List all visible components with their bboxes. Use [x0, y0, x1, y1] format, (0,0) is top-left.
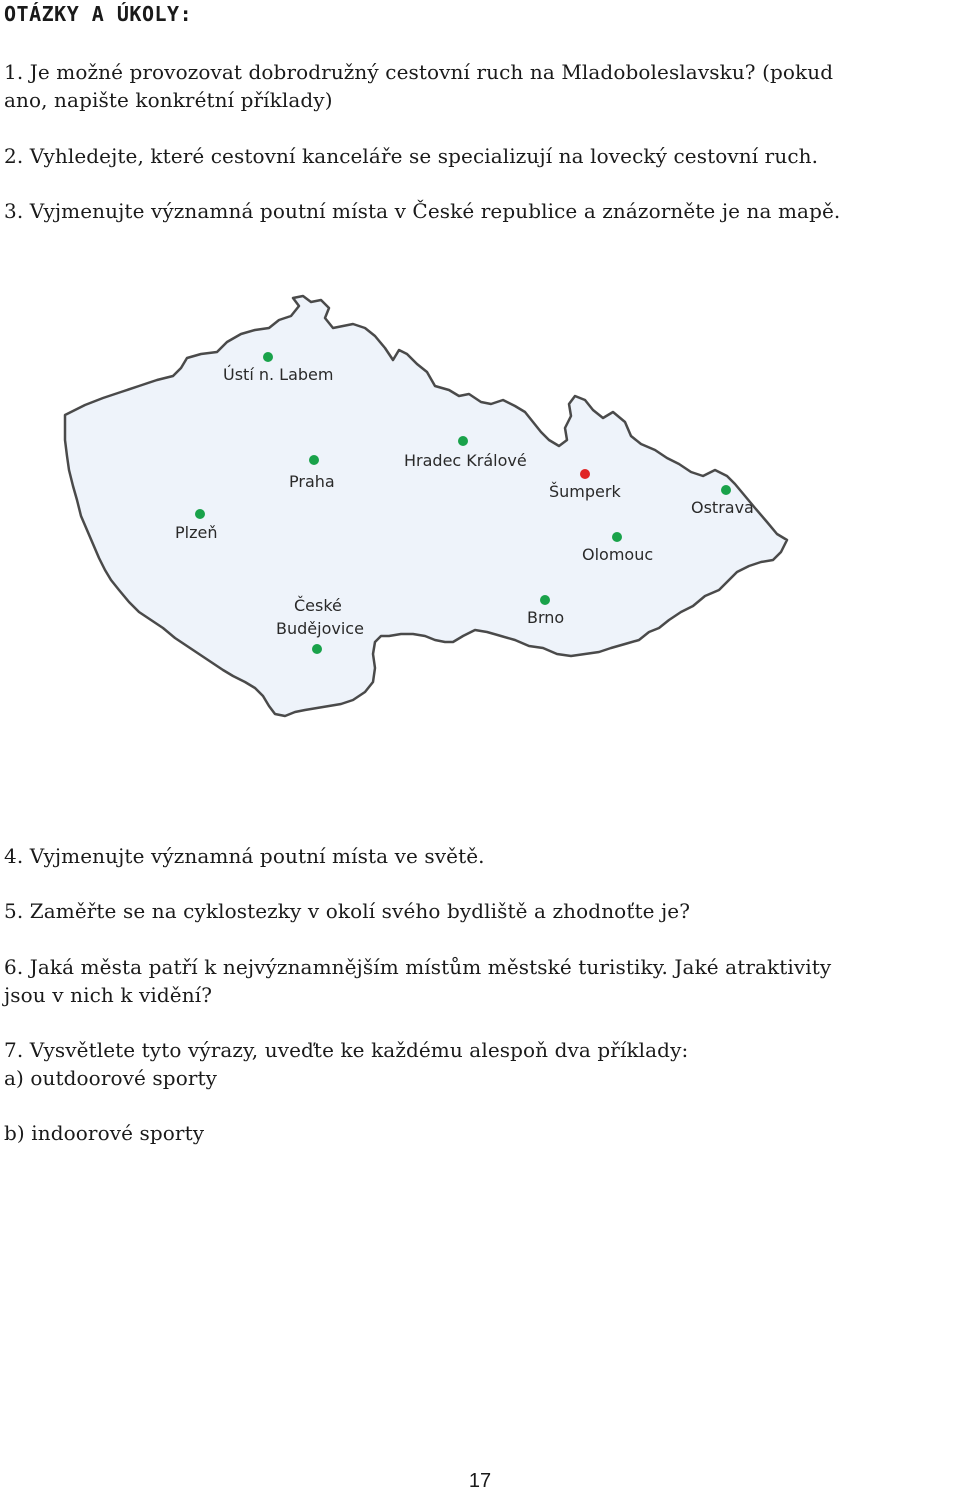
marker-praha — [309, 455, 319, 465]
question-7b: b) indoorové sporty — [4, 1121, 205, 1145]
question-6-line-2: jsou v nich k vidění? — [4, 983, 213, 1007]
marker-olomouc — [612, 532, 622, 542]
question-7a: a) outdoorové sporty — [4, 1066, 218, 1090]
marker-usti — [263, 352, 273, 362]
label-usti: Ústí n. Labem — [223, 365, 334, 384]
question-1-line-1: 1. Je možné provozovat dobrodružný cestovní ruch na Mladoboleslavsku? (pokud — [4, 60, 834, 84]
question-2: 2. Vyhledejte, které cestovní kanceláře se specializují na lovecký cestovní ruch. — [4, 144, 819, 168]
label-ceske-line-2: Budějovice — [276, 619, 364, 638]
question-5: 5. Zaměřte se na cyklostezky v okolí svého bydliště a zhodnoťte je? — [4, 899, 691, 923]
page-number: 17 — [468, 1470, 492, 1492]
label-brno: Brno — [527, 608, 565, 627]
label-olomouc: Olomouc — [582, 545, 654, 564]
marker-hradec — [458, 436, 468, 446]
question-6-line-1: 6. Jaká města patří k nejvýznamnějším místům městské turistiky. Jaké atraktivity — [4, 955, 832, 979]
map-svg — [55, 290, 795, 720]
section-heading: OTÁZKY A ÚKOLY: — [4, 2, 193, 26]
czech-republic-map — [55, 290, 795, 720]
country-outline — [65, 296, 787, 716]
label-sumperk: Šumperk — [549, 482, 621, 501]
label-ceske-line-1: České — [294, 596, 342, 615]
question-3: 3. Vyjmenujte významná poutní místa v České republice a znázorněte je na mapě. — [4, 199, 841, 223]
marker-ostrava — [721, 485, 731, 495]
question-4: 4. Vyjmenujte významná poutní místa ve světě. — [4, 844, 485, 868]
question-1-line-2: ano, napište konkrétní příklady) — [4, 88, 333, 112]
label-ostrava: Ostrava — [691, 498, 754, 517]
marker-plzen — [195, 509, 205, 519]
question-7: 7. Vysvětlete tyto výrazy, uveďte ke každému alespoň dva příklady: — [4, 1038, 689, 1062]
marker-brno — [540, 595, 550, 605]
marker-ceske-budejovice — [312, 644, 322, 654]
marker-sumperk — [580, 469, 590, 479]
label-praha: Praha — [289, 472, 335, 491]
label-plzen: Plzeň — [175, 523, 218, 542]
label-hradec: Hradec Králové — [404, 451, 527, 470]
